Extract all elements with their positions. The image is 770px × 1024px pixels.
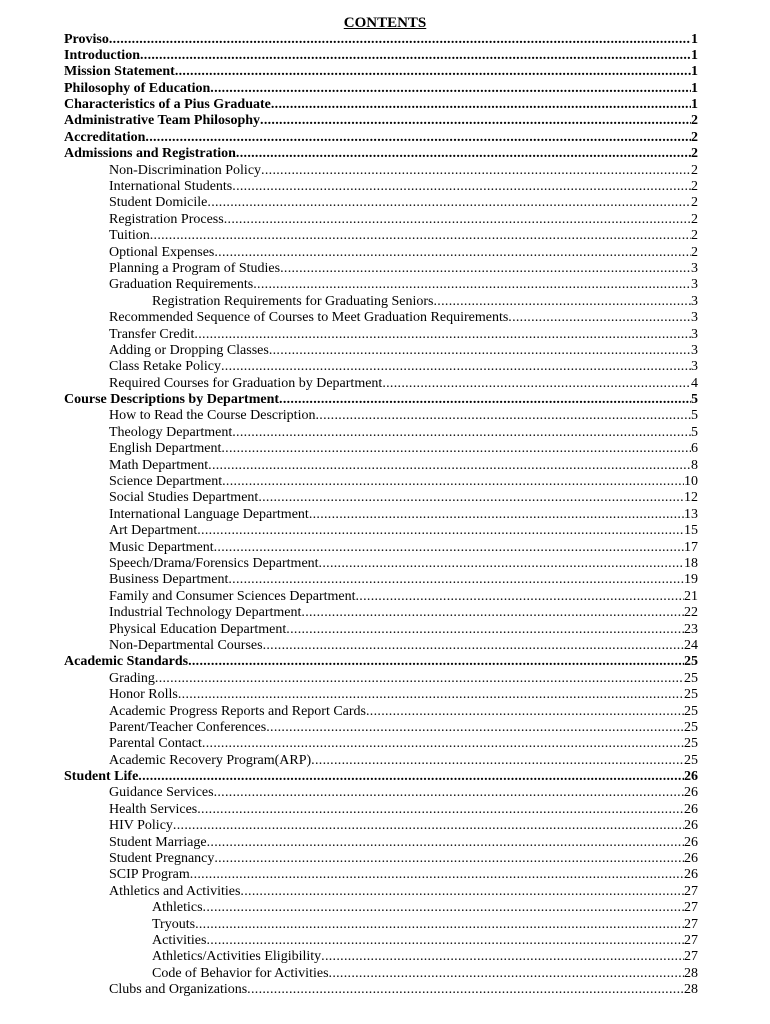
toc-subsection-entry	[64, 966, 698, 982]
toc-entry-title: Speech/Drama/Forensics Department	[109, 556, 319, 571]
toc-entry-page-number: 27	[684, 932, 698, 948]
toc-entry-title: Student Domicile	[109, 195, 208, 211]
toc-entry-page-number: 27	[684, 949, 698, 965]
toc-entry-page-number: 5	[691, 392, 698, 408]
toc-entry-page-number: 3	[691, 260, 698, 276]
toc-entry-page-number: 25	[684, 703, 698, 719]
toc-dot-leader	[214, 245, 691, 261]
toc-subsection-entry	[64, 736, 698, 752]
toc-entry-page-number: 26	[684, 867, 698, 883]
toc-entry-title: Parent/Teacher Conferences	[109, 719, 267, 735]
toc-dot-leader	[434, 294, 692, 310]
toc-subsection-entry	[64, 277, 698, 293]
toc-entry-title: Course Descriptions by Department	[64, 392, 280, 408]
toc-dot-leader	[202, 736, 684, 752]
toc-dot-leader	[319, 556, 684, 572]
toc-entry-title: SCIP Program	[109, 867, 190, 883]
toc-entry-page-number: 1	[691, 80, 698, 96]
toc-entry-title: International Language Department	[109, 506, 309, 522]
toc-entry-page-number: 4	[691, 375, 698, 391]
toc-entry-title: Administrative Team Philosophy	[64, 113, 261, 129]
toc-subsection-entry	[64, 622, 698, 638]
toc-entry-title: Honor Rolls	[109, 687, 178, 703]
toc-dot-leader	[261, 163, 691, 179]
toc-subsection-entry	[64, 605, 698, 621]
toc-entry-title: Admissions and Registration	[64, 146, 236, 162]
toc-dot-leader	[194, 327, 691, 343]
toc-entry-page-number: 5	[691, 424, 698, 440]
toc-dot-leader	[178, 687, 684, 703]
toc-entry-page-number: 3	[691, 342, 698, 358]
toc-entry-page-number: 24	[684, 637, 698, 653]
toc-entry-page-number: 26	[684, 769, 698, 785]
toc-entry-page-number: 2	[691, 162, 698, 178]
toc-entry-title: Theology Department	[109, 424, 233, 440]
toc-entry-title: Recommended Sequence of Courses to Meet Graduation Requirements	[109, 310, 509, 326]
toc-entry-page-number: 3	[691, 359, 698, 375]
toc-entry-title: Tuition	[109, 228, 150, 244]
toc-dot-leader	[207, 835, 684, 851]
toc-dot-leader	[140, 48, 691, 64]
toc-subsection-entry	[64, 294, 698, 310]
toc-entry-title: Proviso	[64, 31, 109, 47]
toc-entry-title: Athletics and Activities	[109, 883, 241, 899]
toc-entry-title: Student Life	[64, 769, 139, 785]
toc-entry-title: Student Pregnancy	[109, 851, 215, 867]
toc-dot-leader	[269, 343, 691, 359]
toc-entry-page-number: 25	[684, 670, 698, 686]
toc-dot-leader	[286, 622, 684, 638]
toc-dot-leader	[188, 654, 684, 670]
toc-subsection-entry	[64, 638, 698, 654]
toc-subsection-entry	[64, 212, 698, 228]
toc-entry-title: Athletics/Activities Eligibility	[152, 949, 322, 965]
toc-entry-page-number: 25	[684, 654, 698, 670]
toc-subsection-entry	[64, 523, 698, 539]
toc-subsection-entry	[64, 474, 698, 490]
toc-section-entry	[64, 654, 698, 670]
toc-entry-title: HIV Policy	[109, 818, 173, 834]
toc-entry-page-number: 2	[691, 179, 698, 195]
toc-entry-title: Industrial Technology Department	[109, 605, 302, 621]
toc-subsection-entry	[64, 425, 698, 441]
toc-subsection-entry	[64, 359, 698, 375]
toc-entry-page-number: 1	[691, 47, 698, 63]
toc-entry-page-number: 3	[691, 293, 698, 309]
toc-entry-page-number: 1	[691, 64, 698, 80]
toc-entry-page-number: 26	[684, 834, 698, 850]
toc-section-entry	[64, 769, 698, 785]
toc-entry-title: Mission Statement	[64, 64, 175, 80]
toc-entry-title: Academic Standards	[64, 654, 189, 670]
toc-entry-title: English Department	[109, 441, 222, 457]
toc-dot-leader	[228, 572, 684, 588]
toc-dot-leader	[155, 671, 684, 687]
toc-subsection-entry	[64, 163, 698, 179]
toc-entry-title: Planning a Program of Studies	[109, 260, 281, 276]
toc-subsection-entry	[64, 441, 698, 457]
toc-section-entry	[64, 113, 698, 129]
toc-entry-title: Family and Consumer Sciences Department	[109, 588, 356, 604]
toc-dot-leader	[301, 605, 684, 621]
toc-dot-leader	[271, 97, 691, 113]
toc-dot-leader	[210, 81, 691, 97]
toc-entry-title: Guidance Services	[109, 785, 214, 801]
page-title: CONTENTS	[343, 15, 427, 31]
toc-dot-leader	[280, 261, 691, 277]
toc-dot-leader	[366, 704, 684, 720]
toc-dot-leader	[138, 769, 684, 785]
toc-dot-leader	[109, 32, 691, 48]
toc-entry-page-number: 3	[691, 277, 698, 293]
toc-subsection-entry	[64, 261, 698, 277]
toc-entry-page-number: 12	[684, 490, 698, 506]
toc-entry-page-number: 15	[684, 523, 698, 539]
toc-subsection-entry	[64, 982, 698, 998]
toc-entry-page-number: 26	[684, 818, 698, 834]
toc-dot-leader	[232, 425, 691, 441]
toc-dot-leader	[356, 589, 685, 605]
toc-dot-leader	[311, 753, 684, 769]
toc-dot-leader	[203, 900, 684, 916]
toc-entry-title: Characteristics of a Pius Graduate	[64, 97, 271, 113]
toc-subsection-entry	[64, 785, 698, 801]
toc-subsection-entry	[64, 228, 698, 244]
toc-dot-leader	[175, 64, 691, 80]
toc-subsection-entry	[64, 687, 698, 703]
toc-subsection-entry	[64, 458, 698, 474]
toc-subsection-entry	[64, 851, 698, 867]
toc-entry-page-number: 10	[684, 474, 698, 490]
toc-entry-page-number: 25	[684, 687, 698, 703]
toc-dot-leader	[258, 490, 684, 506]
toc-section-entry	[64, 64, 698, 80]
toc-entry-title: Tryouts	[152, 916, 196, 932]
toc-dot-leader	[221, 359, 691, 375]
toc-dot-leader	[150, 228, 691, 244]
toc-entry-page-number: 26	[684, 801, 698, 817]
toc-entry-title: Non-Discrimination Policy	[109, 162, 262, 178]
toc-entry-page-number: 3	[691, 310, 698, 326]
toc-entry-page-number: 1	[691, 31, 698, 47]
toc-entry-title: Physical Education Department	[109, 621, 287, 637]
toc-section-entry	[64, 81, 698, 97]
toc-subsection-entry	[64, 818, 698, 834]
toc-entry-page-number: 2	[691, 195, 698, 211]
toc-dot-leader	[508, 310, 691, 326]
toc-entry-title: Social Studies Department	[109, 490, 259, 506]
toc-entry-page-number: 2	[691, 244, 698, 260]
toc-entry-page-number: 26	[684, 785, 698, 801]
toc-entry-title: Graduation Requirements	[109, 277, 254, 293]
toc-entry-page-number: 26	[684, 851, 698, 867]
toc-entry-title: Science Department	[109, 474, 223, 490]
toc-entry-page-number: 27	[684, 883, 698, 899]
toc-entry-page-number: 22	[684, 605, 698, 621]
toc-entry-title: Philosophy of Education	[64, 80, 211, 96]
toc-subsection-entry	[64, 572, 698, 588]
toc-subsection-entry	[64, 327, 698, 343]
toc-entry-title: Registration Requirements for Graduating Seniors	[152, 293, 434, 309]
toc-entry-title: Academic Recovery Program(ARP)	[109, 752, 312, 768]
toc-entry-title: How to Read the Course Description	[109, 408, 316, 424]
toc-entry-page-number: 2	[691, 211, 698, 227]
toc-section-entry	[64, 48, 698, 64]
toc-dot-leader	[279, 392, 691, 408]
toc-dot-leader	[173, 818, 684, 834]
toc-dot-leader	[382, 376, 691, 392]
toc-subsection-entry	[64, 802, 698, 818]
toc-dot-leader	[197, 523, 684, 539]
toc-entry-page-number: 17	[684, 539, 698, 555]
toc-dot-leader	[232, 179, 691, 195]
toc-subsection-entry	[64, 589, 698, 605]
toc-entry-title: Grading	[109, 670, 155, 686]
toc-subsection-entry	[64, 917, 698, 933]
toc-entry-page-number: 3	[691, 326, 698, 342]
toc-subsection-entry	[64, 408, 698, 424]
toc-dot-leader	[207, 195, 691, 211]
toc-subsection-entry	[64, 310, 698, 326]
toc-dot-leader	[195, 917, 684, 933]
toc-entry-page-number: 2	[691, 113, 698, 129]
toc-subsection-entry	[64, 540, 698, 556]
toc-dot-leader	[214, 540, 684, 556]
toc-subsection-entry	[64, 195, 698, 211]
toc-entry-page-number: 25	[684, 736, 698, 752]
toc-subsection-entry	[64, 835, 698, 851]
toc-dot-leader	[224, 212, 691, 228]
toc-dot-leader	[315, 408, 691, 424]
toc-section-entry	[64, 392, 698, 408]
toc-subsection-entry	[64, 245, 698, 261]
toc-subsection-entry	[64, 671, 698, 687]
toc-dot-leader	[190, 867, 684, 883]
toc-entry-page-number: 2	[691, 129, 698, 145]
toc-entry-title: International Students	[109, 179, 233, 195]
toc-subsection-entry	[64, 753, 698, 769]
toc-dot-leader	[145, 130, 691, 146]
toc-dot-leader	[214, 851, 684, 867]
toc-entry-page-number: 23	[684, 621, 698, 637]
toc-entry-page-number: 13	[684, 506, 698, 522]
toc-dot-leader	[240, 884, 684, 900]
toc-entry-title: Required Courses for Graduation by Department	[109, 375, 383, 391]
toc-entry-page-number: 28	[684, 982, 698, 998]
toc-dot-leader	[266, 720, 684, 736]
toc-subsection-entry	[64, 933, 698, 949]
toc-entry-title: Music Department	[109, 539, 214, 555]
toc-entry-title: Athletics	[152, 900, 203, 916]
toc-entry-title: Accreditation	[64, 129, 146, 145]
toc-entry-page-number: 28	[684, 965, 698, 981]
toc-entry-title: Health Services	[109, 801, 198, 817]
toc-dot-leader	[214, 785, 684, 801]
toc-entry-title: Transfer Credit	[109, 326, 195, 342]
toc-dot-leader	[208, 458, 691, 474]
toc-entry-page-number: 8	[691, 457, 698, 473]
toc-entry-title: Activities	[152, 932, 207, 948]
toc-entry-title: Optional Expenses	[109, 244, 215, 260]
toc-subsection-entry	[64, 704, 698, 720]
toc-subsection-entry	[64, 867, 698, 883]
toc-entry-title: Registration Process	[109, 211, 224, 227]
toc-entry-page-number: 25	[684, 752, 698, 768]
toc-dot-leader	[206, 933, 684, 949]
toc-dot-leader	[309, 507, 684, 523]
toc-dot-leader	[263, 638, 684, 654]
toc-entry-page-number: 18	[684, 556, 698, 571]
toc-entry-title: Non-Departmental Courses	[109, 637, 263, 653]
toc-entry-title: Student Marriage	[109, 834, 207, 850]
toc-entry-page-number: 19	[684, 572, 698, 588]
toc-entry-page-number: 2	[691, 146, 698, 162]
toc-subsection-entry	[64, 720, 698, 736]
toc-subsection-entry	[64, 884, 698, 900]
toc-section-entry	[64, 32, 698, 48]
toc-dot-leader	[236, 146, 691, 162]
toc-dot-leader	[221, 441, 691, 457]
toc-entry-title: Parental Contact	[109, 736, 202, 752]
toc-entry-page-number: 1	[691, 97, 698, 113]
toc-dot-leader	[247, 982, 684, 998]
toc-entry-page-number: 25	[684, 719, 698, 735]
toc-entry-title: Business Department	[109, 572, 229, 588]
toc-entry-page-number: 21	[684, 588, 698, 604]
toc-dot-leader	[253, 277, 691, 293]
toc-dot-leader	[329, 966, 684, 982]
toc-entry-page-number: 2	[691, 228, 698, 244]
toc-entry-title: Clubs and Organizations	[109, 982, 248, 998]
toc-section-entry	[64, 130, 698, 146]
toc-dot-leader	[222, 474, 684, 490]
toc-entry-page-number: 27	[684, 900, 698, 916]
toc-subsection-entry	[64, 556, 698, 572]
table-of-contents	[64, 32, 698, 999]
toc-subsection-entry	[64, 507, 698, 523]
toc-entry-title: Code of Behavior for Activities	[152, 965, 329, 981]
toc-subsection-entry	[64, 343, 698, 359]
toc-subsection-entry	[64, 900, 698, 916]
toc-entry-title: Class Retake Policy	[109, 359, 221, 375]
toc-entry-page-number: 6	[691, 441, 698, 457]
toc-entry-title: Math Department	[109, 457, 209, 473]
toc-subsection-entry	[64, 490, 698, 506]
toc-section-entry	[64, 146, 698, 162]
toc-entry-title: Introduction	[64, 47, 140, 63]
toc-dot-leader	[321, 949, 684, 965]
toc-entry-title: Art Department	[109, 523, 198, 539]
toc-entry-title: Academic Progress Reports and Report Cards	[109, 703, 366, 719]
toc-dot-leader	[260, 113, 691, 129]
toc-subsection-entry	[64, 179, 698, 195]
toc-entry-page-number: 5	[691, 408, 698, 424]
toc-entry-page-number: 27	[684, 916, 698, 932]
toc-dot-leader	[197, 802, 684, 818]
toc-section-entry	[64, 97, 698, 113]
toc-subsection-entry	[64, 376, 698, 392]
toc-subsection-entry	[64, 949, 698, 965]
toc-entry-title: Adding or Dropping Classes	[109, 342, 269, 358]
